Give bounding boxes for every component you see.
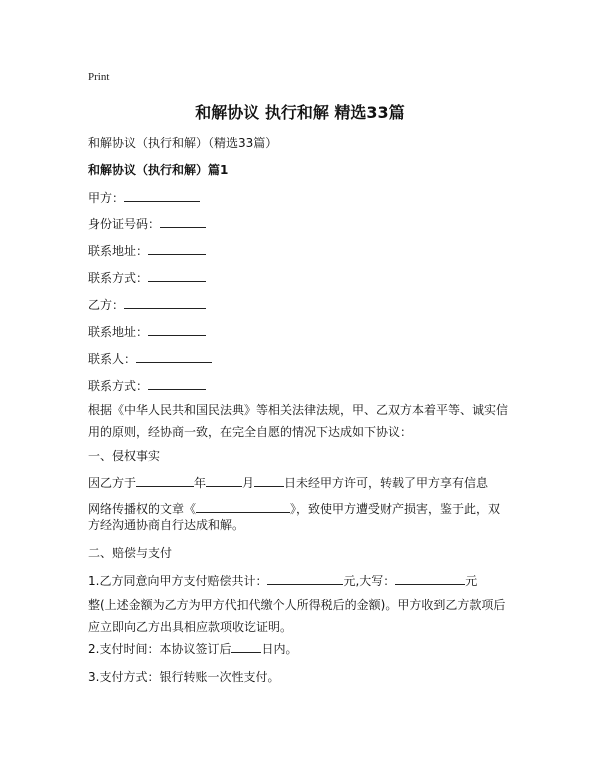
article-prefix: 网络传播权的文章《 bbox=[88, 502, 197, 516]
article-title-blank bbox=[196, 500, 290, 513]
address-2-label: 联系地址： bbox=[88, 325, 149, 339]
contact-person-line bbox=[88, 350, 212, 367]
contact-person-label: 联系人： bbox=[88, 352, 137, 366]
payment-item-1-continued: 整(上述金额为乙方为甲方代扣代缴个人所得税后的金额)。甲方收到乙方款项后应立即向乙方出具相应款项收讫证明。 bbox=[88, 598, 506, 634]
year-blank bbox=[136, 474, 194, 487]
payment-time-label: 2.支付时间：本协议签订后 bbox=[88, 642, 232, 656]
infringement-text-a: 因乙方于 bbox=[88, 476, 137, 490]
party-b-blank bbox=[124, 296, 206, 309]
id-number-line bbox=[88, 215, 206, 232]
month-label: 月 bbox=[242, 476, 255, 490]
intro-paragraph: 根据《中华人民共和国民法典》等相关法律法规，甲、乙双方本着平等、诚实信用的原则，经协商一致，在完全自愿的情况下达成如下协议： bbox=[88, 403, 509, 439]
contact-2-line bbox=[88, 377, 206, 394]
id-number-blank bbox=[160, 215, 206, 228]
contact-1-blank bbox=[148, 269, 206, 282]
year-label: 年 bbox=[194, 476, 207, 490]
amount-uppercase-blank bbox=[395, 572, 465, 585]
address-1-blank bbox=[148, 242, 206, 255]
document-subtitle: 和解协议（执行和解）（精选33篇） bbox=[88, 136, 278, 150]
day-blank bbox=[254, 474, 284, 487]
contact-1-label: 联系方式： bbox=[88, 271, 149, 285]
id-number-label: 身份证号码： bbox=[88, 217, 161, 231]
section-heading: 和解协议（执行和解）篇1 bbox=[88, 163, 229, 177]
contact-2-blank bbox=[148, 377, 206, 390]
address-1-line bbox=[88, 242, 206, 259]
days-label: 日内。 bbox=[261, 642, 298, 656]
infringement-text-b: 日未经甲方许可，转载了甲方享有信息 bbox=[284, 476, 489, 490]
infringement-line-2 bbox=[88, 500, 500, 517]
contact-1-line bbox=[88, 269, 206, 286]
yuan-label: 元 bbox=[465, 574, 478, 588]
days-blank bbox=[231, 640, 261, 653]
infringement-line-1 bbox=[88, 474, 488, 491]
party-b-line bbox=[88, 296, 206, 313]
address-2-blank bbox=[148, 323, 206, 336]
infringement-line-3: 方经沟通协商自行达成和解。 bbox=[88, 518, 245, 532]
party-a-line bbox=[88, 189, 200, 206]
contact-2-label: 联系方式： bbox=[88, 379, 149, 393]
amount-label: 1.乙方同意向甲方支付赔偿共计： bbox=[88, 574, 268, 588]
amount-uppercase-label: 元,大写： bbox=[343, 574, 396, 588]
section-1-title: 一、侵权事实 bbox=[88, 449, 161, 463]
payment-item-3: 3.支付方式：银行转账一次性支付。 bbox=[88, 670, 280, 684]
party-a-label: 甲方： bbox=[88, 191, 125, 205]
party-b-label: 乙方： bbox=[88, 298, 125, 312]
address-2-line bbox=[88, 323, 206, 340]
contact-person-blank bbox=[136, 350, 212, 363]
month-blank bbox=[206, 474, 242, 487]
address-1-label: 联系地址： bbox=[88, 244, 149, 258]
page-title: 和解协议 执行和解 精选33篇 bbox=[195, 103, 405, 122]
payment-item-2 bbox=[88, 640, 297, 657]
amount-blank bbox=[267, 572, 343, 585]
payment-item-1 bbox=[88, 572, 477, 589]
party-a-blank bbox=[124, 189, 200, 202]
print-link[interactable]: Print bbox=[88, 71, 110, 83]
article-suffix: 》，致使甲方遭受财产损害，鉴于此，双 bbox=[290, 502, 501, 516]
section-2-title: 二、赔偿与支付 bbox=[88, 546, 173, 560]
